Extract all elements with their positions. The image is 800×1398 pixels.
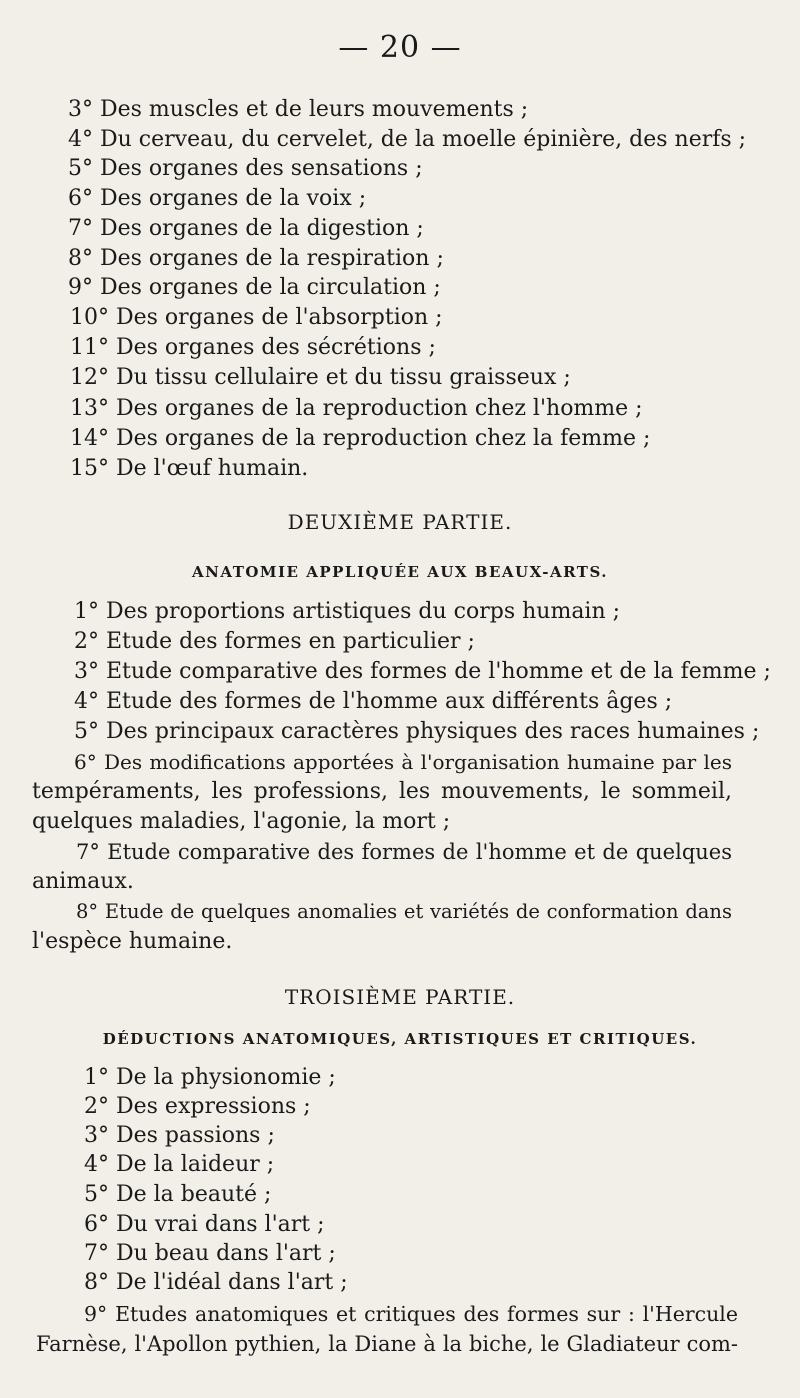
list-item: 2° Des expressions ;	[84, 1094, 311, 1119]
list-item: 5° De la beauté ;	[84, 1182, 272, 1207]
list-item: 7° Du beau dans l'art ;	[84, 1241, 336, 1266]
section-subheading: ANATOMIE APPLIQUÉE AUX BEAUX-ARTS.	[192, 563, 608, 581]
page-number-header: — 20 —	[338, 30, 462, 65]
paragraph-line: quelques maladies, l'agonie, la mort ;	[32, 809, 451, 834]
paragraph-line: animaux.	[32, 869, 134, 894]
list-item: 10° Des organes de l'absorption ;	[70, 305, 443, 330]
list-item: 4° Etude des formes de l'homme aux différents âges ;	[74, 689, 673, 714]
list-item: 5° Des principaux caractères physiques des races humaines ;	[74, 719, 760, 744]
list-item: 9° Des organes de la circulation ;	[68, 275, 441, 300]
section-heading: TROISIÈME PARTIE.	[284, 985, 516, 1009]
list-item: 2° Etude des formes en particulier ;	[74, 629, 475, 654]
list-item: 5° Des organes des sensations ;	[68, 156, 423, 181]
list-item: 8° De l'idéal dans l'art ;	[84, 1270, 348, 1295]
paragraph-line: 6° Des modifications apportées à l'organisation humaine par les	[74, 750, 732, 774]
list-item: 1° Des proportions artistiques du corps humain ;	[74, 599, 621, 624]
list-item: 4° De la laideur ;	[84, 1152, 275, 1177]
paragraph-line: Farnèse, l'Apollon pythien, la Diane à la biche, le Gladiateur com-	[36, 1332, 738, 1356]
list-item: 4° Du cerveau, du cervelet, de la moelle épinière, des nerfs ;	[68, 127, 747, 152]
paragraph-line: tempéraments, les professions, les mouvements, le sommeil,	[32, 779, 732, 804]
list-item: 3° Des passions ;	[84, 1123, 275, 1148]
paragraph-line: l'espèce humaine.	[32, 929, 233, 954]
list-item: 14° Des organes de la reproduction chez la femme ;	[70, 426, 651, 451]
paragraph-line: 9° Etudes anatomiques et critiques des formes sur : l'Hercule	[84, 1302, 738, 1326]
section-heading: DEUXIÈME PARTIE.	[287, 510, 513, 534]
list-item: 11° Des organes des sécrétions ;	[70, 335, 436, 360]
list-item: 3° Des muscles et de leurs mouvements ;	[68, 97, 529, 122]
list-item: 6° Du vrai dans l'art ;	[84, 1212, 325, 1237]
list-item: 3° Etude comparative des formes de l'homme et de la femme ;	[74, 659, 771, 684]
list-item: 6° Des organes de la voix ;	[68, 186, 367, 211]
list-item: 15° De l'œuf humain.	[70, 456, 309, 481]
list-item: 1° De la physionomie ;	[84, 1065, 336, 1090]
list-item: 7° Des organes de la digestion ;	[68, 216, 424, 241]
list-item: 12° Du tissu cellulaire et du tissu graisseux ;	[70, 365, 571, 390]
paragraph-line: 7° Etude comparative des formes de l'homme et de quelques	[76, 840, 732, 864]
paragraph-line: 8° Etude de quelques anomalies et variétés de conformation dans	[76, 900, 732, 923]
list-item: 8° Des organes de la respiration ;	[68, 246, 444, 271]
section-subheading: DÉDUCTIONS ANATOMIQUES, ARTISTIQUES ET CRITIQUES.	[102, 1030, 698, 1048]
list-item: 13° Des organes de la reproduction chez l'homme ;	[70, 396, 643, 421]
